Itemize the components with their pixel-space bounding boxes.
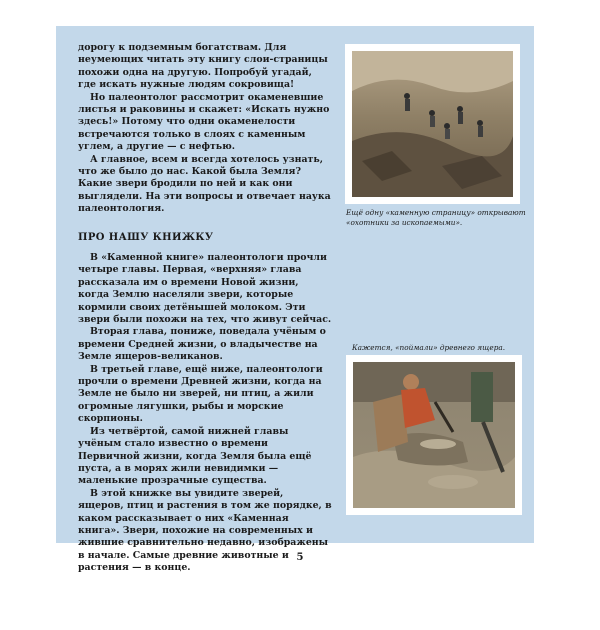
intro-paragraph-2: Но палеонтолог рассмотрит окаменевшие листья и раковины и скажет: «Искать нужно здесь!» Потому что одни окаменелости встречаются только в слоях с каменным углем, а другие — с нефтью. <box>78 91 330 153</box>
section-text <box>78 252 332 575</box>
intro-text <box>78 42 332 216</box>
section-paragraph-2: Вторая глава, пониже, поведала учёным о времени Средней жизни, о владычестве на Земле ящеров-великанов. <box>78 326 326 363</box>
dinosaur-dig-photo <box>346 355 522 515</box>
section-paragraph-4: Из четвёртой, самой нижней главы учёным стало известно о времени Первичной жизни, когда Земля была ещё пуста, а в морях жили невидимки — маленькие прозрачные существа. <box>78 425 312 487</box>
intro-paragraph-3: А главное, всем и всегда хотелось узнать, что же было до нас. Какой была Земля? Какие звери бродили по ней и как они выглядели. На эти вопросы и отвечает наука палеонтология. <box>78 153 331 215</box>
dinosaur-dig-illustration <box>353 362 515 508</box>
intro-paragraph-1: дорогу к подземным богатствам. Для неумеющих читать эту книгу слои-страницы похожи одна на другую. Попробуй угадай, где искать нужные людям сокровища! <box>78 42 328 91</box>
section-heading: ПРО НАШУ КНИЖКУ <box>78 232 214 243</box>
section-paragraph-5: В этой книжке вы увидите зверей, ящеров, птиц и растения в том же порядке, в каком рассказывает о них «Каменная книга». Звери, похожие на современных и жившие сравнительно недавно, изображены в начале. Самые древние животные и растения — в конце. <box>78 487 332 574</box>
excavation-site-photo <box>345 44 520 204</box>
photo2-caption: Кажется, «поймали» древнего ящера. <box>352 343 506 352</box>
excavation-site-illustration <box>352 51 513 197</box>
page-number: 5 <box>296 552 304 563</box>
section-paragraph-1: В «Каменной книге» палеонтологи прочли четыре главы. Первая, «верхняя» глава рассказала им о времени Новой жизни, когда Землю населяли звери, которые кормили своих детёнышей молоком. Эти звери были похожи на тех, что живут сейчас. <box>78 252 332 326</box>
section-paragraph-3: В третьей главе, ещё ниже, палеонтологи прочли о времени Древней жизни, когда на Земле не было ни зверей, ни птиц, а жили огромные лягушки, рыбы и морские скорпионы. <box>78 363 323 425</box>
photo1-caption: Ещё одну «каменную страницу» открывают «охотники за ископаемыми». <box>346 208 526 227</box>
